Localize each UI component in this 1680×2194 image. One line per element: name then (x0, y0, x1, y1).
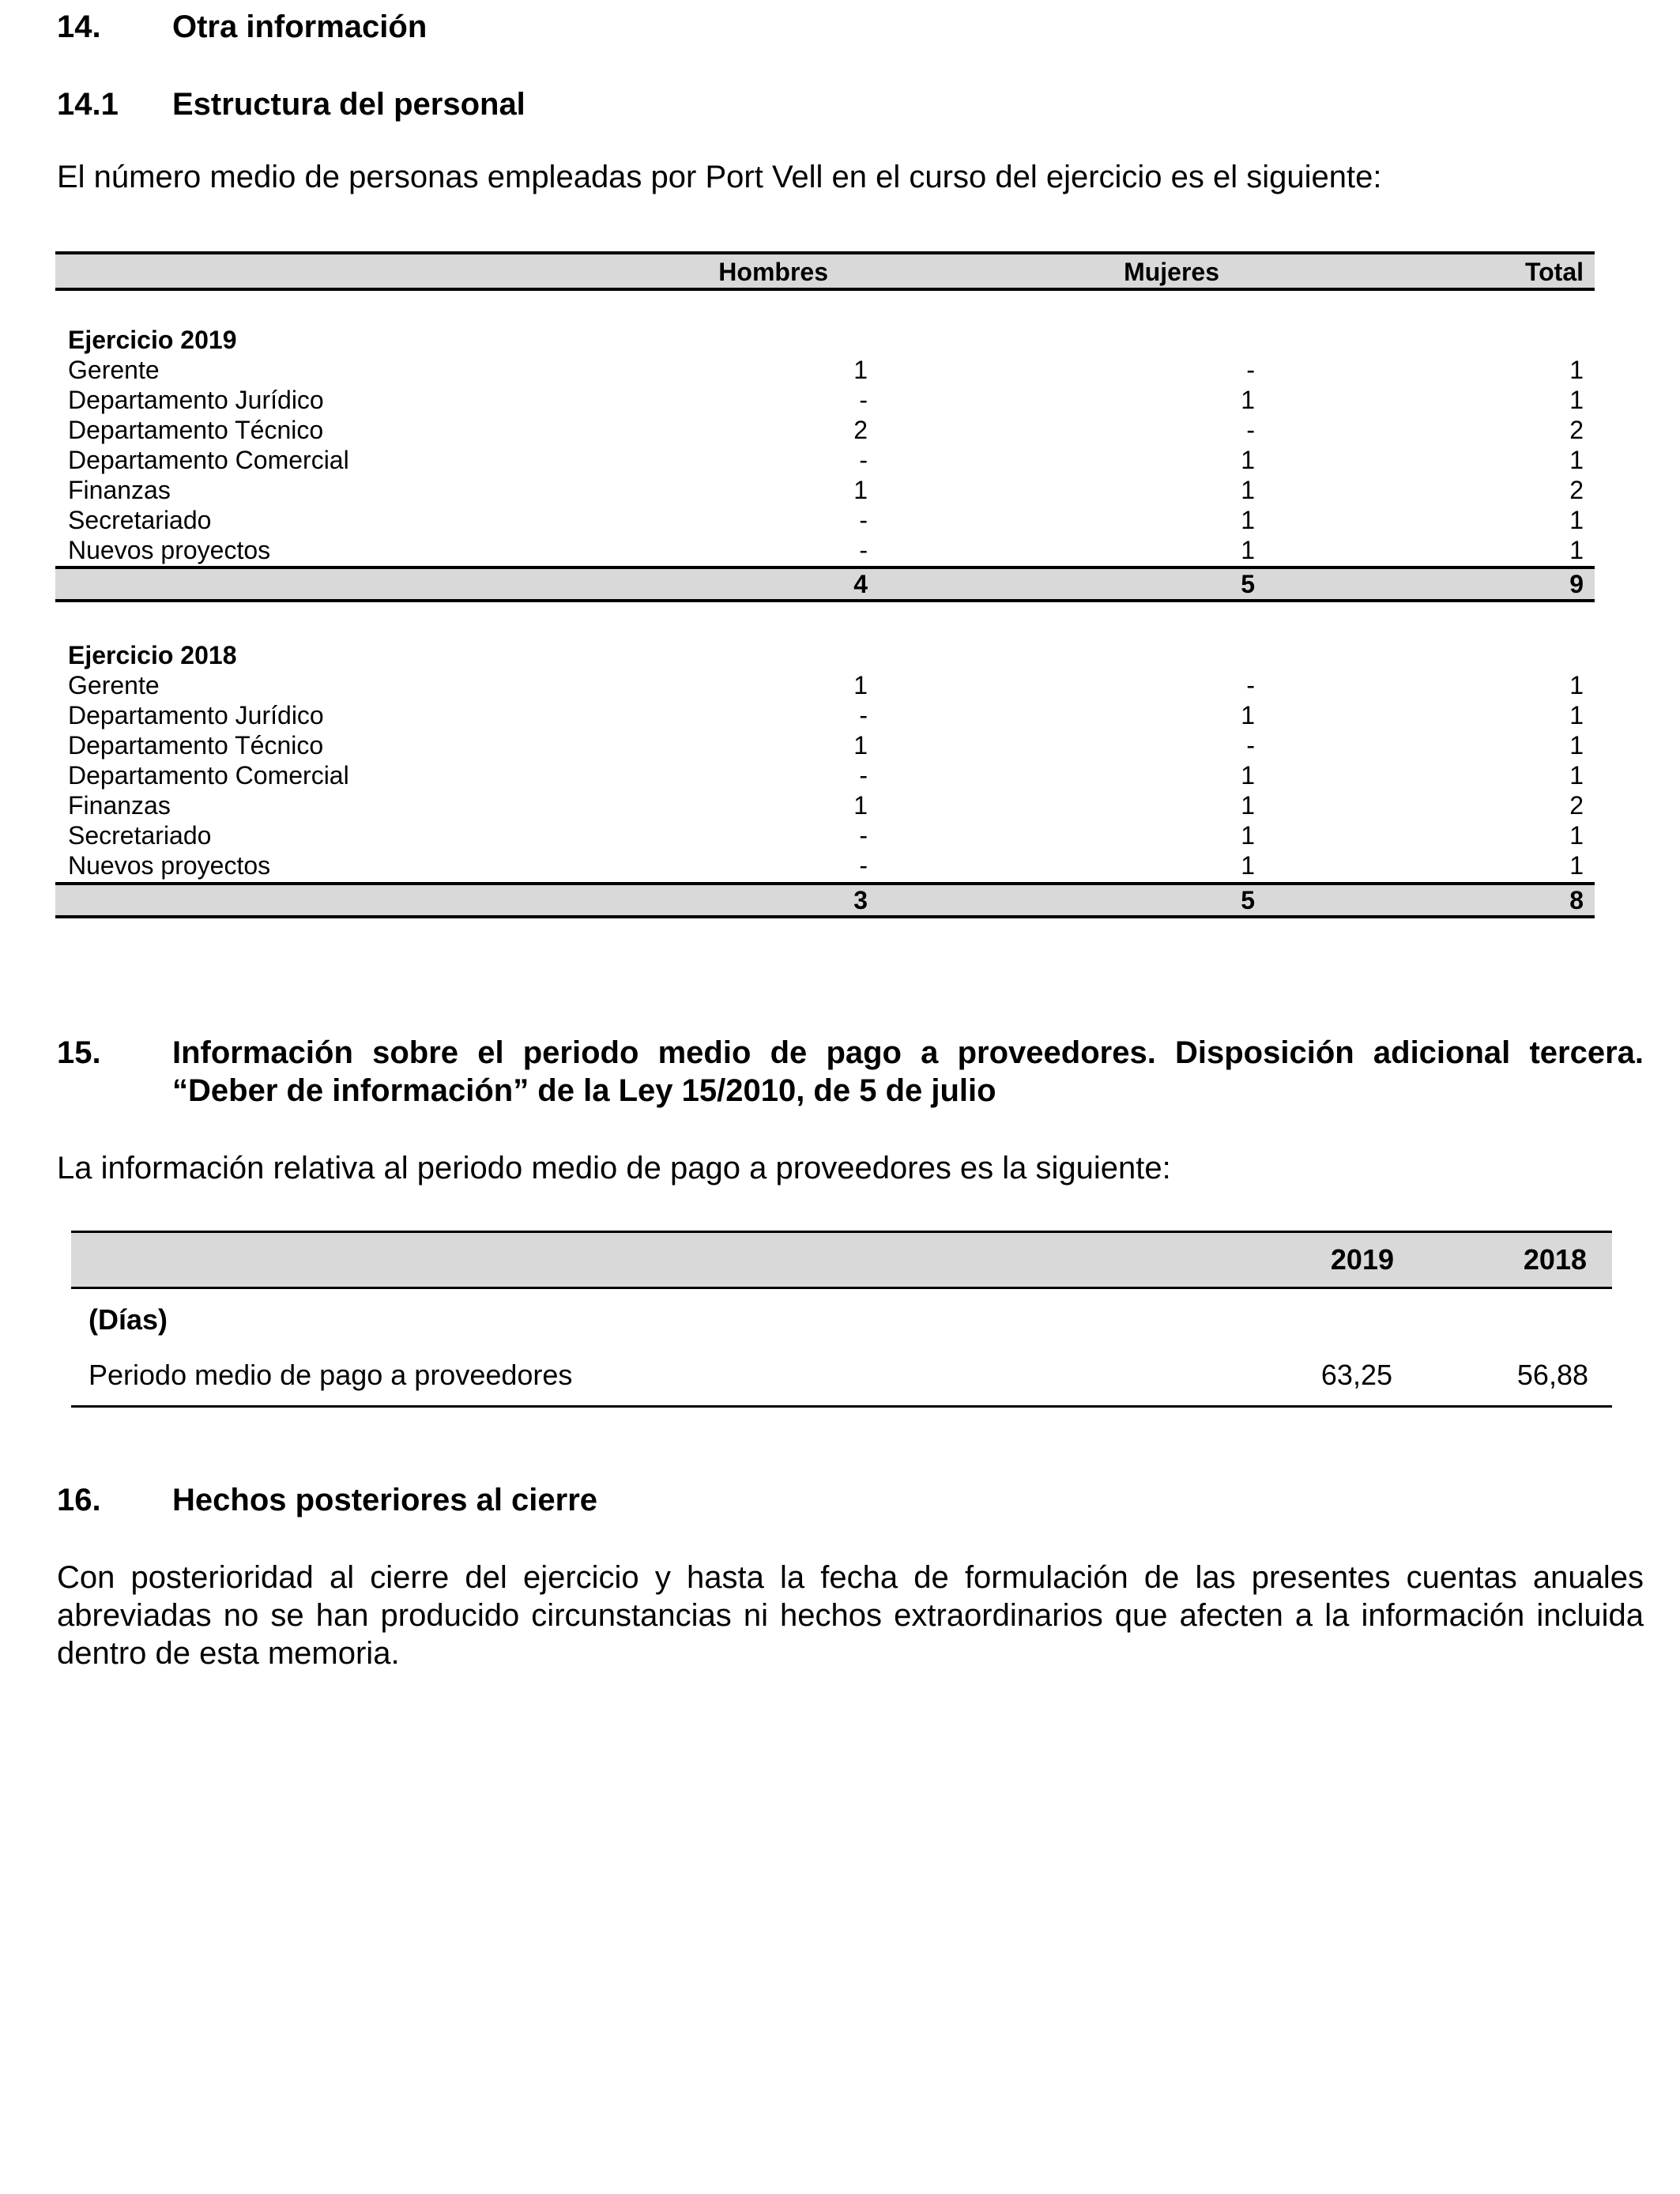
cell-total: 1 (1569, 821, 1584, 850)
section-15-title (172, 1034, 1644, 1110)
table-row (55, 475, 1595, 505)
table-row (55, 760, 1595, 790)
cell-total: 2 (1569, 791, 1584, 820)
row-label: Gerente (68, 356, 160, 384)
row-label: Departamento Comercial (68, 446, 349, 474)
cell-total: 1 (1569, 446, 1584, 474)
row-label: Departamento Jurídico (68, 701, 324, 729)
cell-total: 1 (1569, 386, 1584, 414)
cell-mujeres: 1 (1241, 761, 1255, 790)
cell-total: 1 (1569, 506, 1584, 534)
table-row (55, 505, 1595, 535)
table-row (55, 670, 1595, 700)
section-14-number: 14. (57, 9, 101, 44)
cell-total: 1 (1569, 701, 1584, 729)
cell-hombres: - (859, 821, 868, 850)
cell-hombres: - (859, 386, 868, 414)
row-label: Gerente (68, 671, 160, 699)
payment-intro: La información relativa al periodo medio de pago a proveedores es la siguiente: (57, 1151, 1171, 1186)
total-row-2018 (55, 882, 1595, 918)
group-title-2018: Ejercicio 2018 (68, 641, 237, 669)
header-2019: 2019 (1330, 1243, 1394, 1276)
cell-hombres: - (859, 701, 868, 729)
row-label: Departamento Técnico (68, 731, 324, 760)
total-row-2019 (55, 566, 1595, 602)
cell-total: 2 (1569, 416, 1584, 444)
cell-total: 1 (1569, 356, 1584, 384)
header-total: Total (1524, 258, 1584, 286)
row-label: Finanzas (68, 476, 171, 504)
total-total: 9 (1569, 570, 1584, 598)
cell-mujeres: 1 (1241, 701, 1255, 729)
row-label: Secretariado (68, 821, 212, 850)
cell-2018: 56,88 (1516, 1359, 1588, 1391)
cell-2019: 63,25 (1320, 1359, 1392, 1391)
table-row (55, 700, 1595, 730)
payment-unit-label: (Días) (89, 1303, 168, 1336)
cell-mujeres: 1 (1241, 476, 1255, 504)
cell-mujeres: - (1246, 416, 1255, 444)
cell-total: 1 (1569, 851, 1584, 880)
table-row (55, 820, 1595, 850)
row-label: Nuevos proyectos (68, 536, 271, 564)
cell-hombres: 1 (853, 356, 868, 384)
row-label: Periodo medio de pago a proveedores (89, 1359, 573, 1391)
cell-mujeres: 1 (1241, 536, 1255, 564)
cell-mujeres: 1 (1241, 821, 1255, 850)
cell-hombres: 1 (853, 671, 868, 699)
cell-total: 1 (1569, 671, 1584, 699)
section-15-number: 15. (57, 1035, 101, 1070)
group-title-2019: Ejercicio 2019 (68, 326, 237, 354)
row-label: Departamento Técnico (68, 416, 324, 444)
table-row (55, 730, 1595, 760)
cell-hombres: 1 (853, 791, 868, 820)
cell-hombres: - (859, 851, 868, 880)
row-label: Finanzas (68, 791, 171, 820)
table-row (55, 790, 1595, 820)
subsequent-events-text: Con posterioridad al cierre del ejercicio y hasta la fecha de formulación de las presentes cuentas anuales abreviadas no se han producido circunstancias ni hechos extraordinarios que afecten a la información incluida dentro de esta memoria. (57, 1560, 1644, 1671)
header-mujeres: Mujeres (1124, 258, 1219, 286)
total-hombres: 4 (853, 570, 868, 598)
cell-mujeres: 1 (1241, 851, 1255, 880)
total-hombres: 3 (853, 886, 868, 914)
section-14-1-number: 14.1 (57, 87, 119, 122)
total-mujeres: 5 (1241, 886, 1255, 914)
table-row (55, 415, 1595, 445)
section-14-1-title: Estructura del personal (172, 87, 525, 122)
cell-hombres: - (859, 536, 868, 564)
table-row (55, 385, 1595, 415)
cell-hombres: - (859, 761, 868, 790)
cell-mujeres: 1 (1241, 446, 1255, 474)
staff-intro: El número medio de personas empleadas por Port Vell en el curso del ejercicio es el siguiente: (57, 160, 1382, 194)
table-row (55, 850, 1595, 880)
cell-total: 2 (1569, 476, 1584, 504)
table-row (55, 535, 1595, 565)
section-14-title: Otra información (172, 9, 428, 44)
header-hombres: Hombres (718, 258, 828, 286)
row-label: Departamento Comercial (68, 761, 349, 790)
table-row (55, 445, 1595, 475)
section-15-title-line2: “Deber de información” de la Ley 15/2010, de 5 de julio (172, 1073, 996, 1108)
row-label: Secretariado (68, 506, 212, 534)
cell-total: 1 (1569, 761, 1584, 790)
section-16-number: 16. (57, 1483, 101, 1517)
table-row (55, 355, 1595, 385)
total-mujeres: 5 (1241, 570, 1255, 598)
cell-hombres: - (859, 446, 868, 474)
section-16-title: Hechos posteriores al cierre (172, 1483, 598, 1517)
section-15-title-line1: Información sobre el periodo medio de pago a proveedores. Disposición adicional tercera. (172, 1035, 1644, 1070)
row-label: Departamento Jurídico (68, 386, 324, 414)
staff-table-header (55, 251, 1595, 291)
row-label: Nuevos proyectos (68, 851, 271, 880)
cell-total: 1 (1569, 731, 1584, 760)
cell-mujeres: - (1246, 671, 1255, 699)
total-total: 8 (1569, 886, 1584, 914)
cell-mujeres: - (1246, 731, 1255, 760)
cell-total: 1 (1569, 536, 1584, 564)
cell-mujeres: 1 (1241, 386, 1255, 414)
cell-hombres: 1 (853, 476, 868, 504)
cell-hombres: 1 (853, 731, 868, 760)
payment-table-header (71, 1231, 1612, 1289)
cell-hombres: 2 (853, 416, 868, 444)
cell-mujeres: 1 (1241, 506, 1255, 534)
cell-mujeres: 1 (1241, 791, 1255, 820)
cell-hombres: - (859, 506, 868, 534)
cell-mujeres: - (1246, 356, 1255, 384)
header-2018: 2018 (1523, 1243, 1587, 1276)
table-row (71, 1358, 1612, 1408)
